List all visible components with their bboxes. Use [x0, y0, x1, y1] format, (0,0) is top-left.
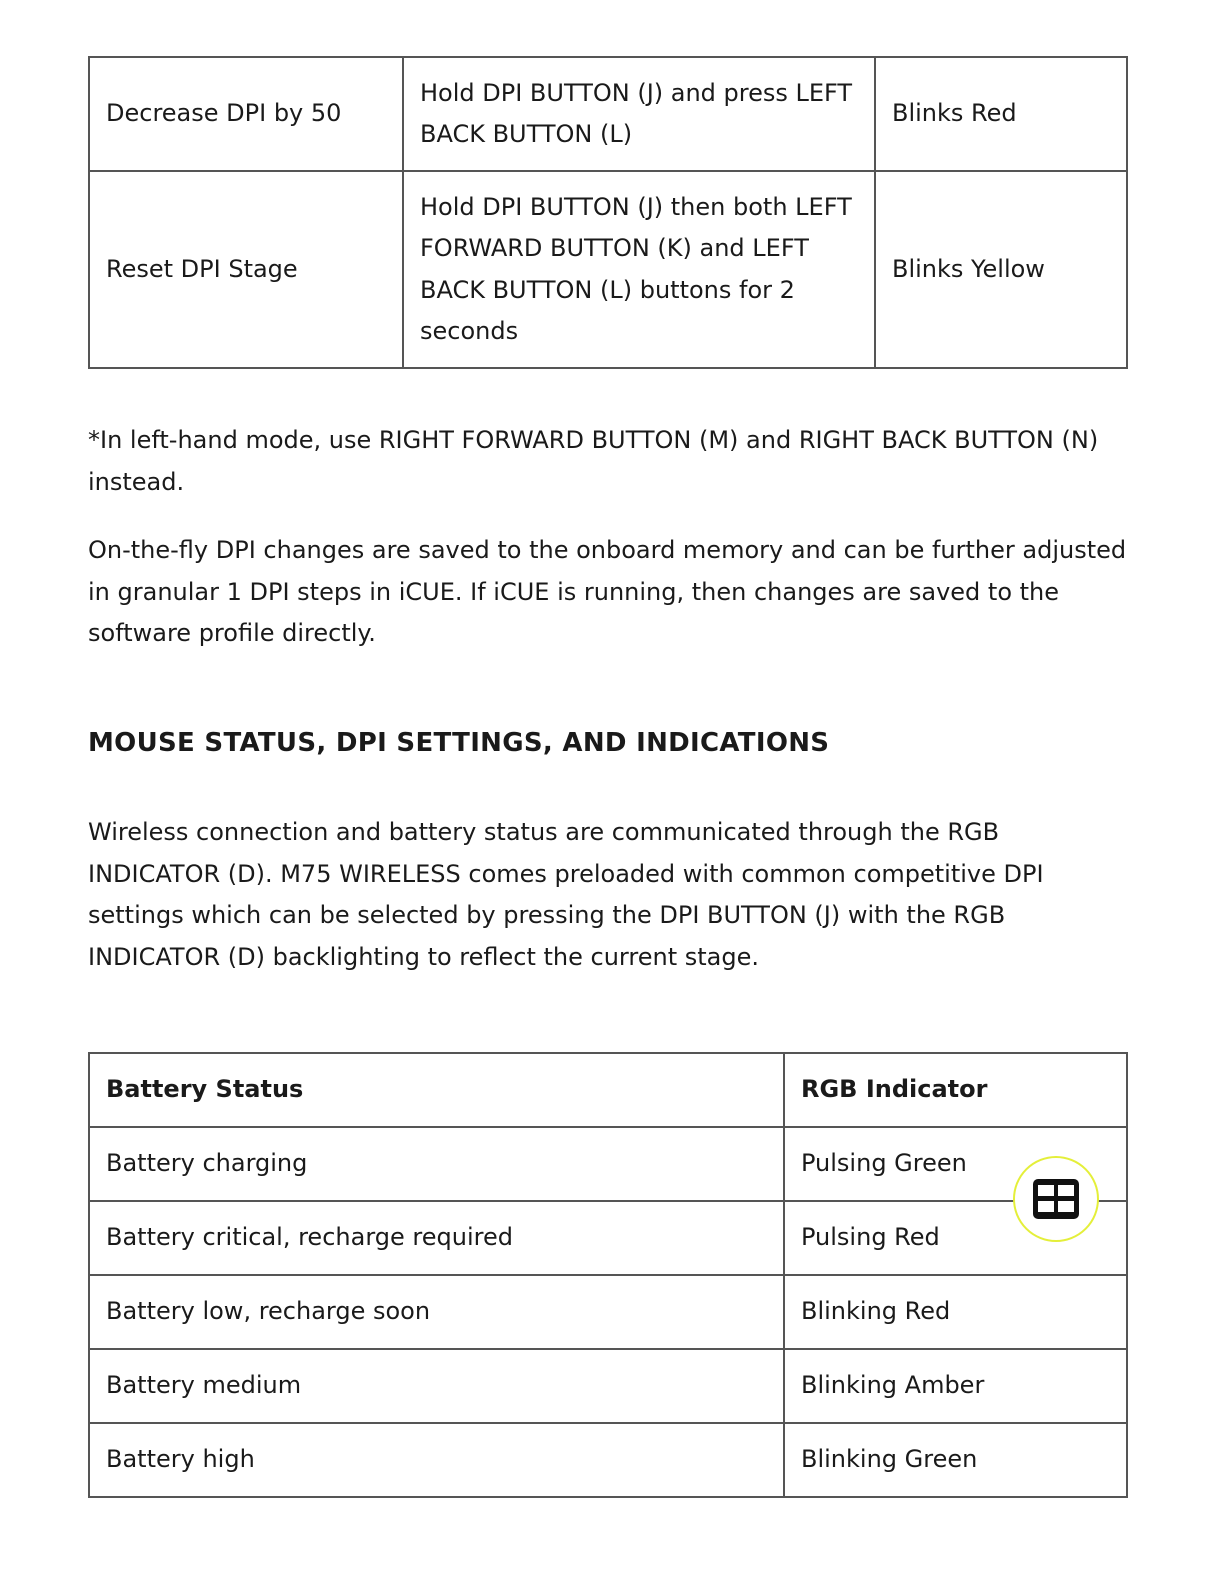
table-row	[89, 57, 1127, 171]
dpi-indicator-cell: Blinks Yellow	[875, 171, 1127, 368]
table-header-row	[89, 1053, 1127, 1127]
rgb-indicator-cell: Pulsing Green	[784, 1127, 1127, 1201]
table-row	[89, 1349, 1127, 1423]
table-row	[89, 171, 1127, 368]
battery-status-cell: Battery low, recharge soon	[89, 1275, 784, 1349]
table-row	[89, 1201, 1127, 1275]
rgb-indicator-cell: Pulsing Red	[784, 1201, 1127, 1275]
battery-status-cell: Battery critical, recharge required	[89, 1201, 784, 1275]
left-hand-footnote: *In left-hand mode, use RIGHT FORWARD BUTTON (M) and RIGHT BACK BUTTON (N) instead.	[88, 426, 1099, 496]
onthefly-paragraph: On-the-fly DPI changes are saved to the onboard memory and can be further adjusted in granular 1 DPI steps in iCUE. If iCUE is running, then changes are saved to the software profile directly.	[88, 536, 1127, 647]
dpi-adjust-table	[88, 56, 1128, 369]
dpi-action-cell: Reset DPI Stage	[89, 171, 403, 368]
rgb-indicator-header: RGB Indicator	[784, 1053, 1127, 1127]
battery-status-header: Battery Status	[89, 1053, 784, 1127]
dpi-method-cell: Hold DPI BUTTON (J) then both LEFT FORWARD BUTTON (K) and LEFT BACK BUTTON (L) buttons for 2 seconds	[403, 171, 875, 368]
dpi-method-cell: Hold DPI BUTTON (J) and press LEFT BACK BUTTON (L)	[403, 57, 875, 171]
battery-status-cell: Battery charging	[89, 1127, 784, 1201]
battery-status-table	[88, 1052, 1128, 1498]
wireless-paragraph: Wireless connection and battery status are communicated through the RGB INDICATOR (D). M75 WIRELESS comes preloaded with common competitive DPI settings which can be selected by pressing the DPI BUTTON (J) with the RGB INDICATOR (D) backlighting to reflect the current stage.	[88, 818, 1044, 971]
table-row	[89, 1127, 1127, 1201]
section-heading: MOUSE STATUS, DPI SETTINGS, AND INDICATIONS	[88, 728, 830, 758]
rgb-indicator-cell: Blinking Amber	[784, 1349, 1127, 1423]
dpi-indicator-cell: Blinks Red	[875, 57, 1127, 171]
dpi-action-cell: Decrease DPI by 50	[89, 57, 403, 171]
table-icon	[1031, 1177, 1081, 1221]
table-row	[89, 1275, 1127, 1349]
rgb-indicator-cell: Blinking Green	[784, 1423, 1127, 1497]
table-row	[89, 1423, 1127, 1497]
battery-status-cell: Battery medium	[89, 1349, 784, 1423]
battery-status-cell: Battery high	[89, 1423, 784, 1497]
rgb-indicator-cell: Blinking Red	[784, 1275, 1127, 1349]
table-of-contents-button[interactable]	[1013, 1156, 1099, 1242]
